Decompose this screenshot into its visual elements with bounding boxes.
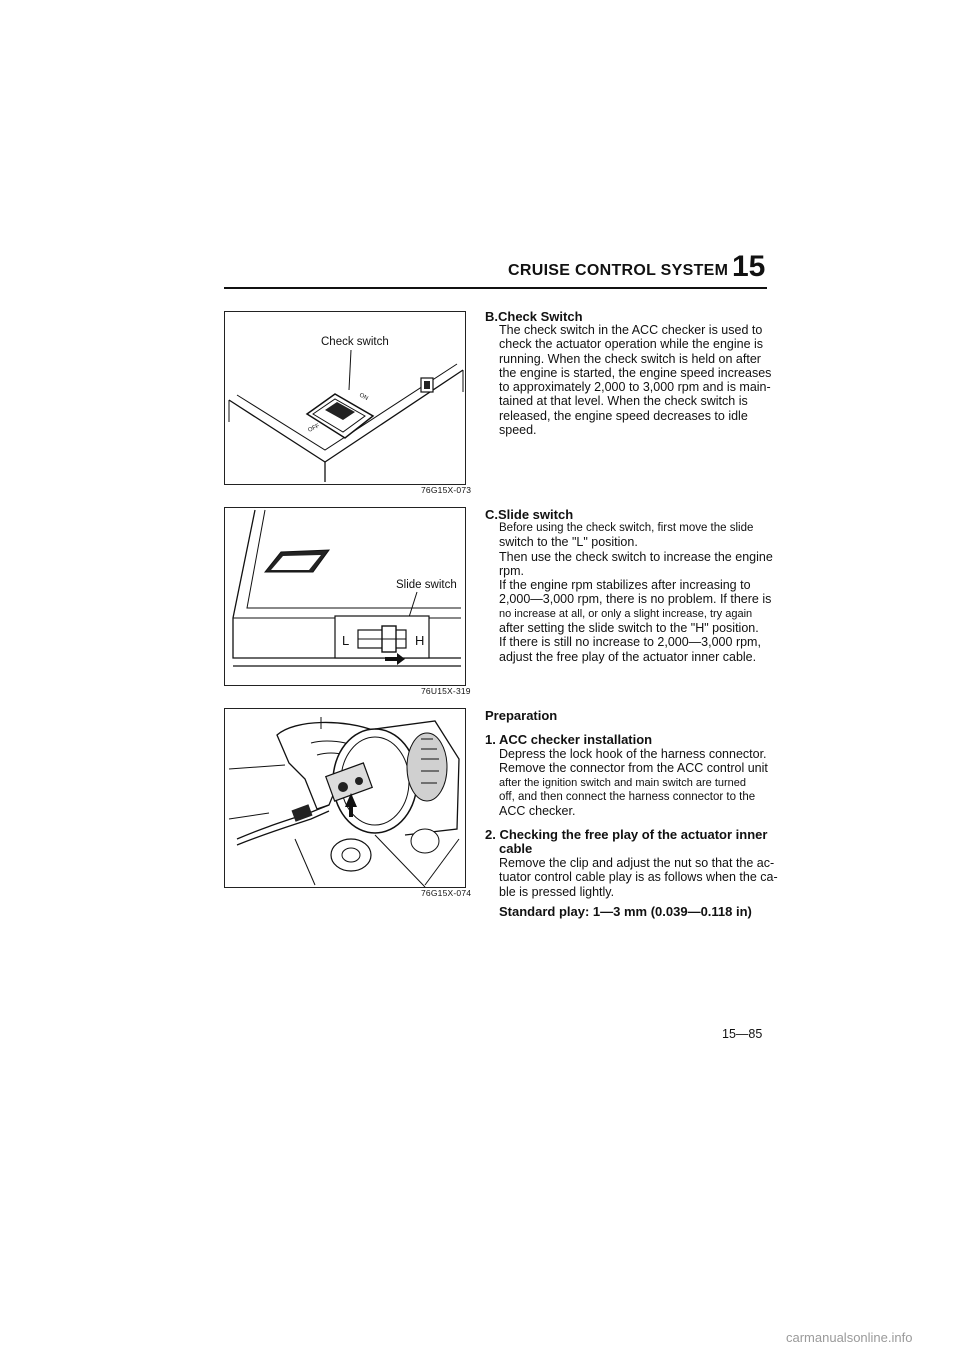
svg-text:ON: ON bbox=[358, 392, 369, 402]
slide-low-label: L bbox=[342, 633, 350, 648]
check-switch-text: The check switch in the ACC checker is used to check the actuator operation while the engine is running. When the check switch is held on after the engine is started, the engine speed increases to approximately 2,000 to 3,000 rpm and is main- tained at that level. When the check switch is released, the engine speed decreases to idle speed. bbox=[499, 323, 772, 438]
section-title-preparation: Preparation bbox=[485, 708, 558, 723]
svg-text:OFF: OFF bbox=[307, 423, 321, 434]
slide-high-label: H bbox=[415, 633, 425, 648]
slide-switch-illustration bbox=[225, 508, 465, 685]
header-title: CRUISE CONTROL SYSTEM bbox=[508, 262, 729, 279]
standard-play-spec: Standard play: 1—3 mm (0.039—0.118 in) bbox=[499, 904, 752, 919]
item-1-text: Depress the lock hook of the harness connector. Remove the connector from the ACC control unit after the ignition switch and main switch are turned off, and then connect the harness connector to the ACC checker. bbox=[499, 747, 768, 819]
figure-check-switch bbox=[224, 311, 466, 485]
item-2-title: 2. Checking the free play of the actuator inner cable bbox=[485, 827, 768, 857]
figure-slide-switch bbox=[224, 507, 466, 686]
section-title-slide-switch: C.Slide switch bbox=[485, 507, 574, 522]
figure-code-2: 76U15X-319 bbox=[421, 686, 471, 696]
figure-code-3: 76G15X-074 bbox=[421, 888, 472, 898]
actuator-illustration bbox=[225, 709, 465, 887]
check-switch-illustration bbox=[225, 312, 465, 484]
site-watermark: carmanualsonline.info bbox=[786, 1330, 913, 1345]
section-title-check-switch: B.Check Switch bbox=[485, 309, 583, 324]
slide-switch-text: Before using the check switch, first move the slide switch to the "L" position. Then use the check switch to increase the engine rpm. If the engine rpm stabilizes after increasing to 2,000—3,000 rpm, there is no problem. If there is no increase at all, or only a slight increase, try again after setting the slide switch to the "H" position. If there is still no increase to 2,000—3,000 rpm, adjust the free play of the actuator inner cable. bbox=[499, 522, 773, 664]
chapter-number: 15 bbox=[732, 250, 766, 283]
page-number: 15—85 bbox=[722, 1027, 763, 1041]
item-1-title: 1. ACC checker installation bbox=[485, 732, 653, 747]
header-rule bbox=[224, 287, 767, 289]
check-switch-callout: Check switch bbox=[321, 336, 389, 348]
slide-switch-callout: Slide switch bbox=[396, 579, 457, 591]
item-2-text: Remove the clip and adjust the nut so that the ac- tuator control cable play is as follows when the ca- ble is pressed lightly. bbox=[499, 856, 778, 899]
figure-actuator-cable bbox=[224, 708, 466, 888]
figure-code-1: 76G15X-073 bbox=[421, 485, 472, 495]
